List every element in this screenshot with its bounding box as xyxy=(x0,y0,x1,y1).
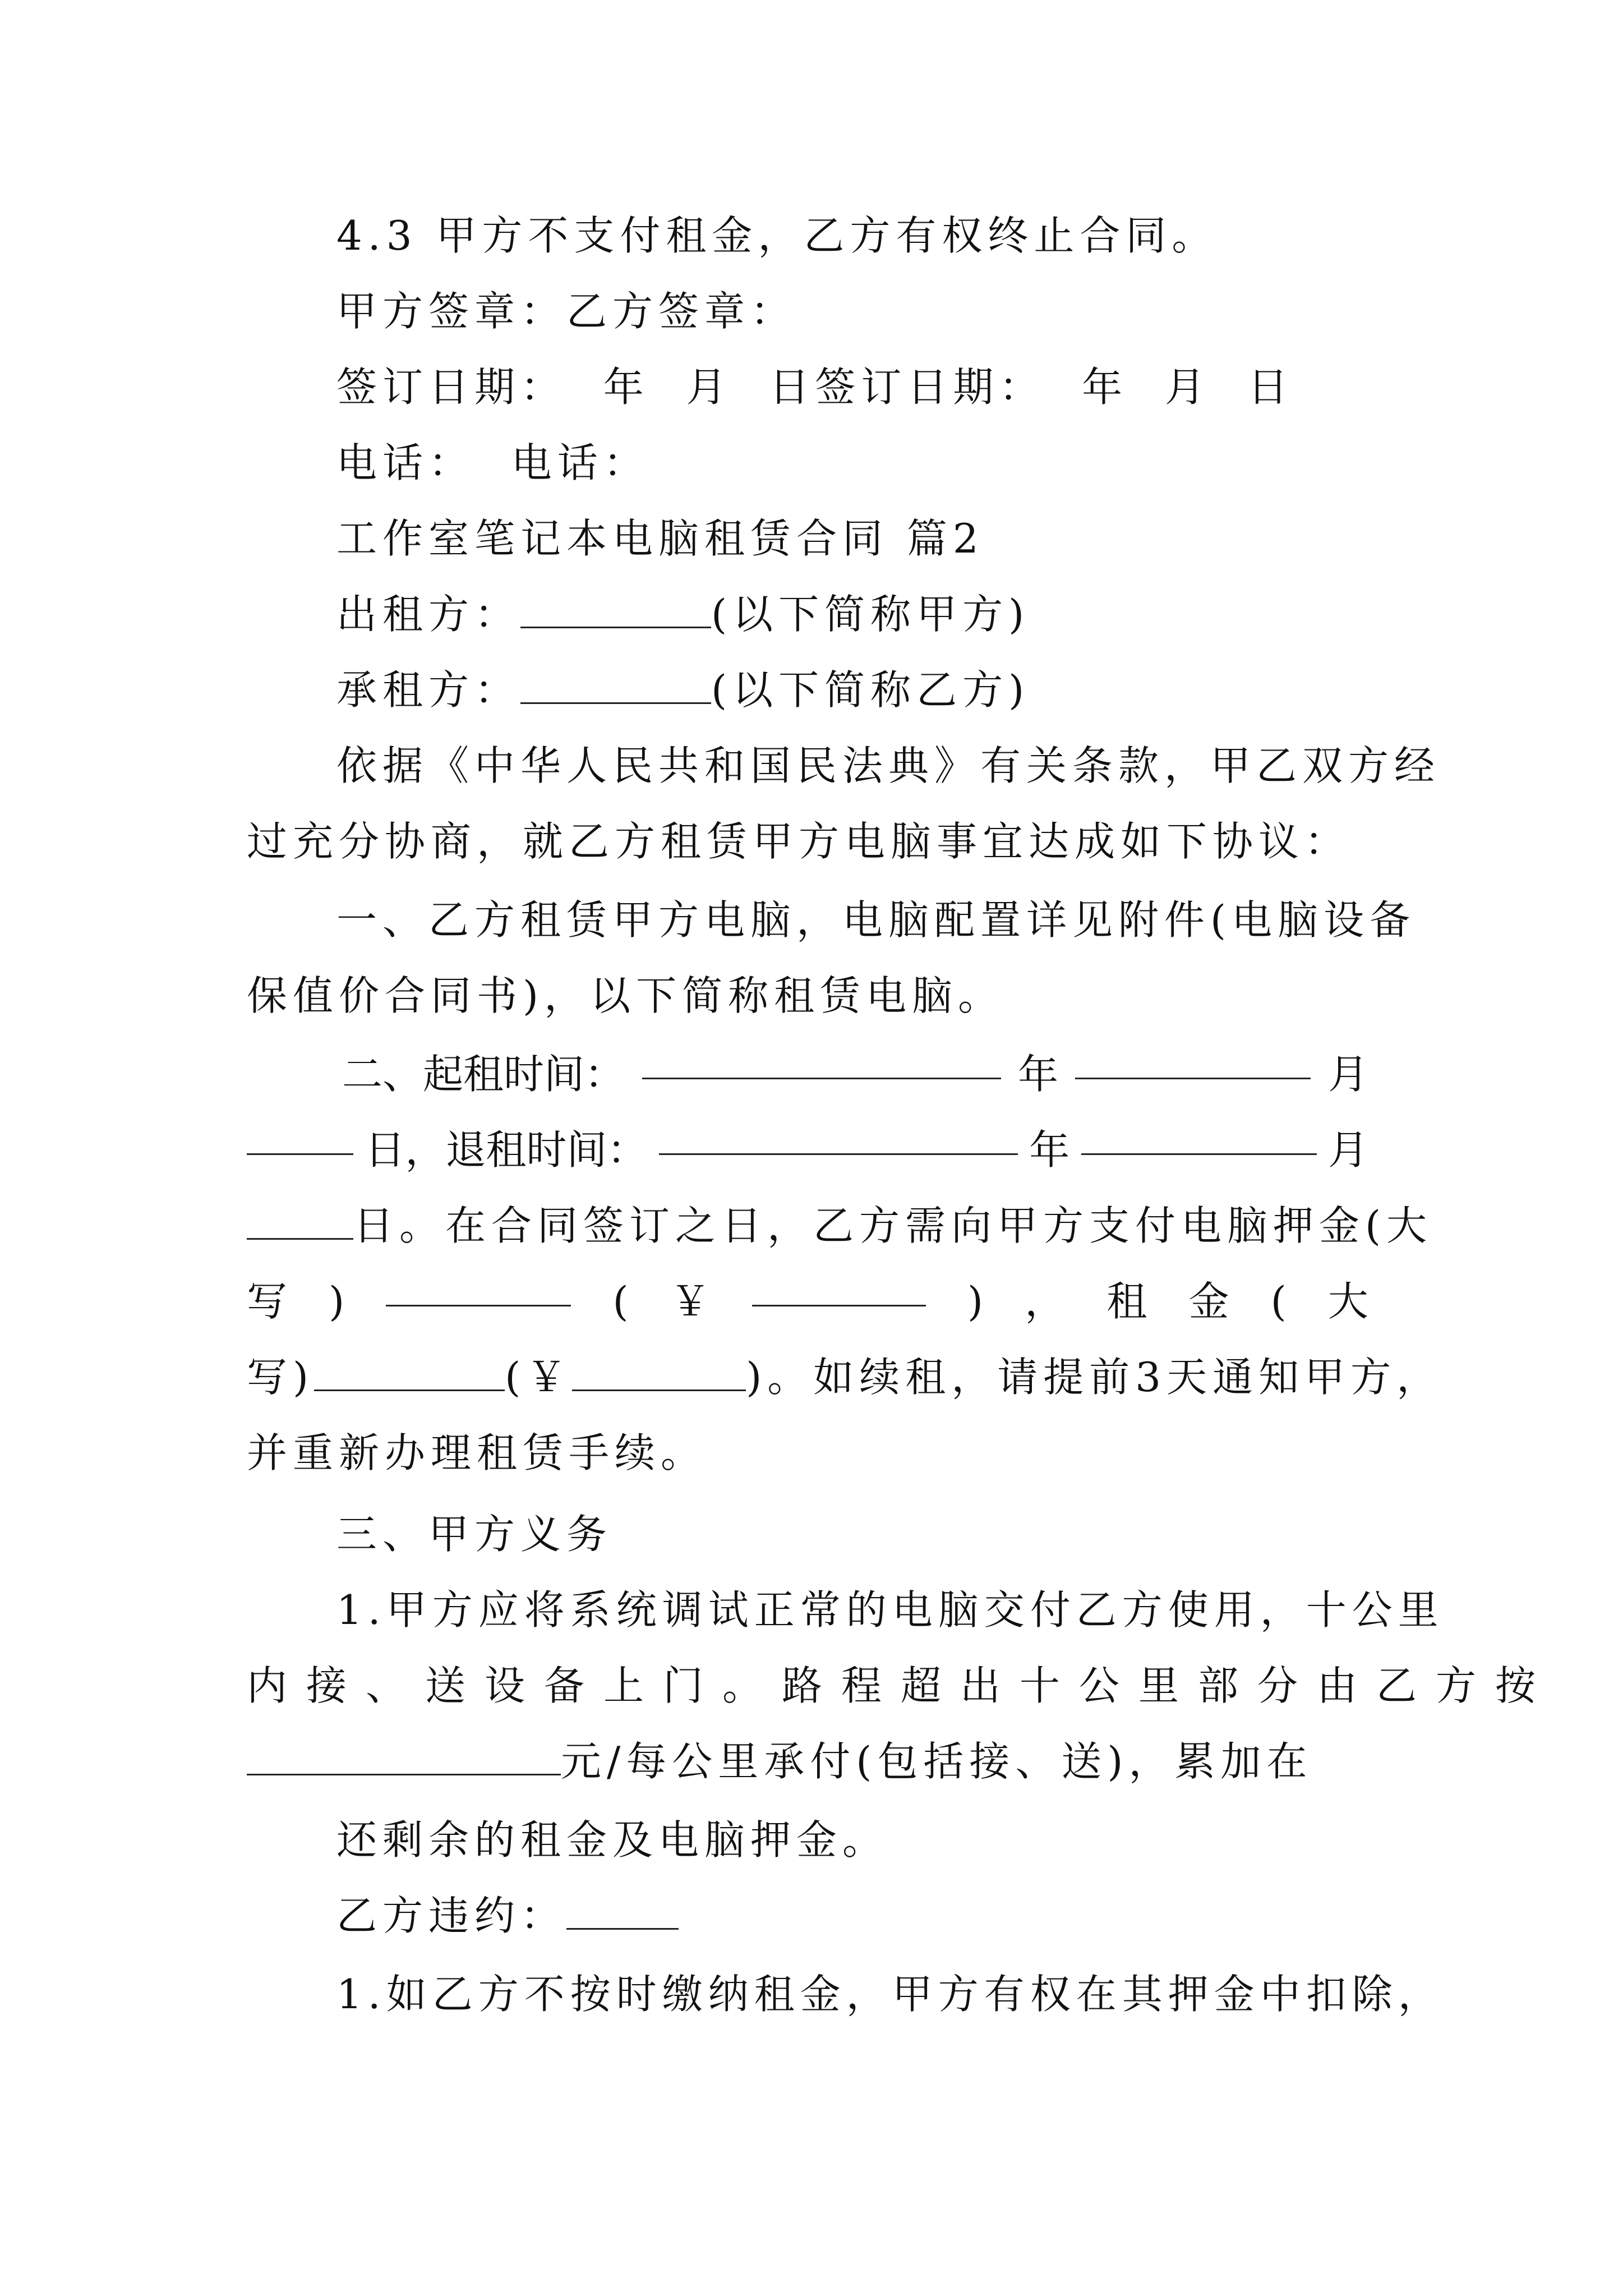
paren-open: ( xyxy=(612,1278,629,1325)
rent-end-label: 日，退租时间： xyxy=(365,1126,648,1174)
rent-start-year-blank xyxy=(642,1043,1001,1079)
deposit-number-blank xyxy=(752,1271,926,1306)
clause-4-3: 4.3 甲方不支付租金，乙方有权终止合同。 xyxy=(336,212,1218,259)
month-label: 月 xyxy=(1327,1051,1368,1098)
deposit-text: 日。在合同签订之日，乙方需向甲方支付电脑押金(大 xyxy=(353,1202,1433,1249)
lessee-note: (以下简称乙方) xyxy=(711,666,1030,714)
write-label: 写 xyxy=(247,1278,288,1325)
rent-number-blank xyxy=(572,1355,746,1391)
rent-start-day-blank xyxy=(247,1119,353,1155)
deposit-amount-line xyxy=(247,1271,1368,1332)
paragraph-basis-line2: 过充分协商，就乙方租赁甲方电脑事宜达成如下协议： xyxy=(247,818,1351,865)
duty-1-line1: 1.甲方应将系统调试正常的电脑交付乙方使用，十公里 xyxy=(336,1586,1444,1634)
paragraph-basis-line1: 依据《中华人民共和国民法典》有关条款，甲乙双方经 xyxy=(336,742,1441,789)
rent-amount-line xyxy=(247,1346,1443,1408)
rent-end-year-blank xyxy=(659,1119,1018,1155)
phone-line: 电话： 电话： xyxy=(336,439,649,486)
paren-close: ) xyxy=(329,1278,345,1325)
breach-label: 乙方违约： xyxy=(336,1892,567,1939)
rent-end-line xyxy=(247,1119,1368,1181)
breach-line xyxy=(336,1885,1391,1947)
lessee-label: 承租方： xyxy=(336,666,521,714)
clause-1-line2: 保值价合同书)，以下简称租赁电脑。 xyxy=(247,972,1004,1019)
deposit-caps-blank xyxy=(386,1271,571,1306)
duty-1-line3 xyxy=(247,1731,1391,1792)
clause-1-line1: 一、乙方租赁甲方电脑，电脑配置详见附件(电脑设备 xyxy=(336,896,1416,944)
signature-line: 甲方签章：乙方签章： xyxy=(336,288,797,335)
rent-end-day-blank xyxy=(247,1204,353,1240)
paren-close-2: ) xyxy=(967,1278,984,1325)
write-label-2: 写) xyxy=(247,1354,315,1401)
rent-char-1: 租 xyxy=(1106,1278,1147,1325)
lessor-note: (以下简称甲方) xyxy=(711,591,1030,638)
lessor-blank xyxy=(520,592,711,628)
paren-open-2: ( xyxy=(1270,1278,1287,1325)
section-title: 工作室笔记本电脑租赁合同 篇2 xyxy=(336,515,984,562)
comma: ， xyxy=(1025,1278,1066,1325)
lessee-line xyxy=(336,659,1391,721)
rent-start-month-blank xyxy=(1075,1043,1311,1079)
per-km-text: 元/每公里承付(包括接、送)，累加在 xyxy=(561,1738,1313,1785)
lessor-label: 出租方： xyxy=(336,591,521,638)
year-label-2: 年 xyxy=(1029,1126,1070,1174)
yen-open: (￥ xyxy=(505,1354,573,1401)
year-label: 年 xyxy=(1017,1051,1058,1098)
rent-caps-blank xyxy=(314,1355,505,1391)
month-label-2: 月 xyxy=(1327,1126,1368,1174)
renewal-line2: 并重新办理租赁手续。 xyxy=(247,1429,707,1476)
renewal-text: )。如续租，请提前3天通知甲方， xyxy=(746,1354,1443,1401)
per-km-fee-blank xyxy=(247,1740,561,1775)
breach-1-line: 1.如乙方不按时缴纳租金，甲方有权在其押金中扣除， xyxy=(336,1971,1444,2018)
yen-symbol: ￥ xyxy=(670,1278,711,1325)
lessee-blank xyxy=(520,668,711,704)
deposit-line xyxy=(247,1195,1433,1257)
breach-blank xyxy=(566,1894,679,1930)
rent-end-month-blank xyxy=(1081,1119,1317,1155)
remaining-rent-line: 还剩余的租金及电脑押金。 xyxy=(336,1816,889,1864)
lessor-line xyxy=(336,583,1391,645)
rent-start-line xyxy=(342,1043,1368,1105)
rent-start-label: 二、起租时间： xyxy=(342,1051,625,1098)
caps-char: 大 xyxy=(1327,1278,1368,1325)
duty-1-line2: 内接、送设备上门。路程超出十公里部分由乙方按 xyxy=(247,1662,1555,1709)
sign-date-line: 签订日期： 年 月 日签订日期： 年 月 日 xyxy=(336,364,1294,411)
section-3-heading: 三、甲方义务 xyxy=(336,1511,613,1558)
rent-char-2: 金 xyxy=(1188,1278,1229,1325)
